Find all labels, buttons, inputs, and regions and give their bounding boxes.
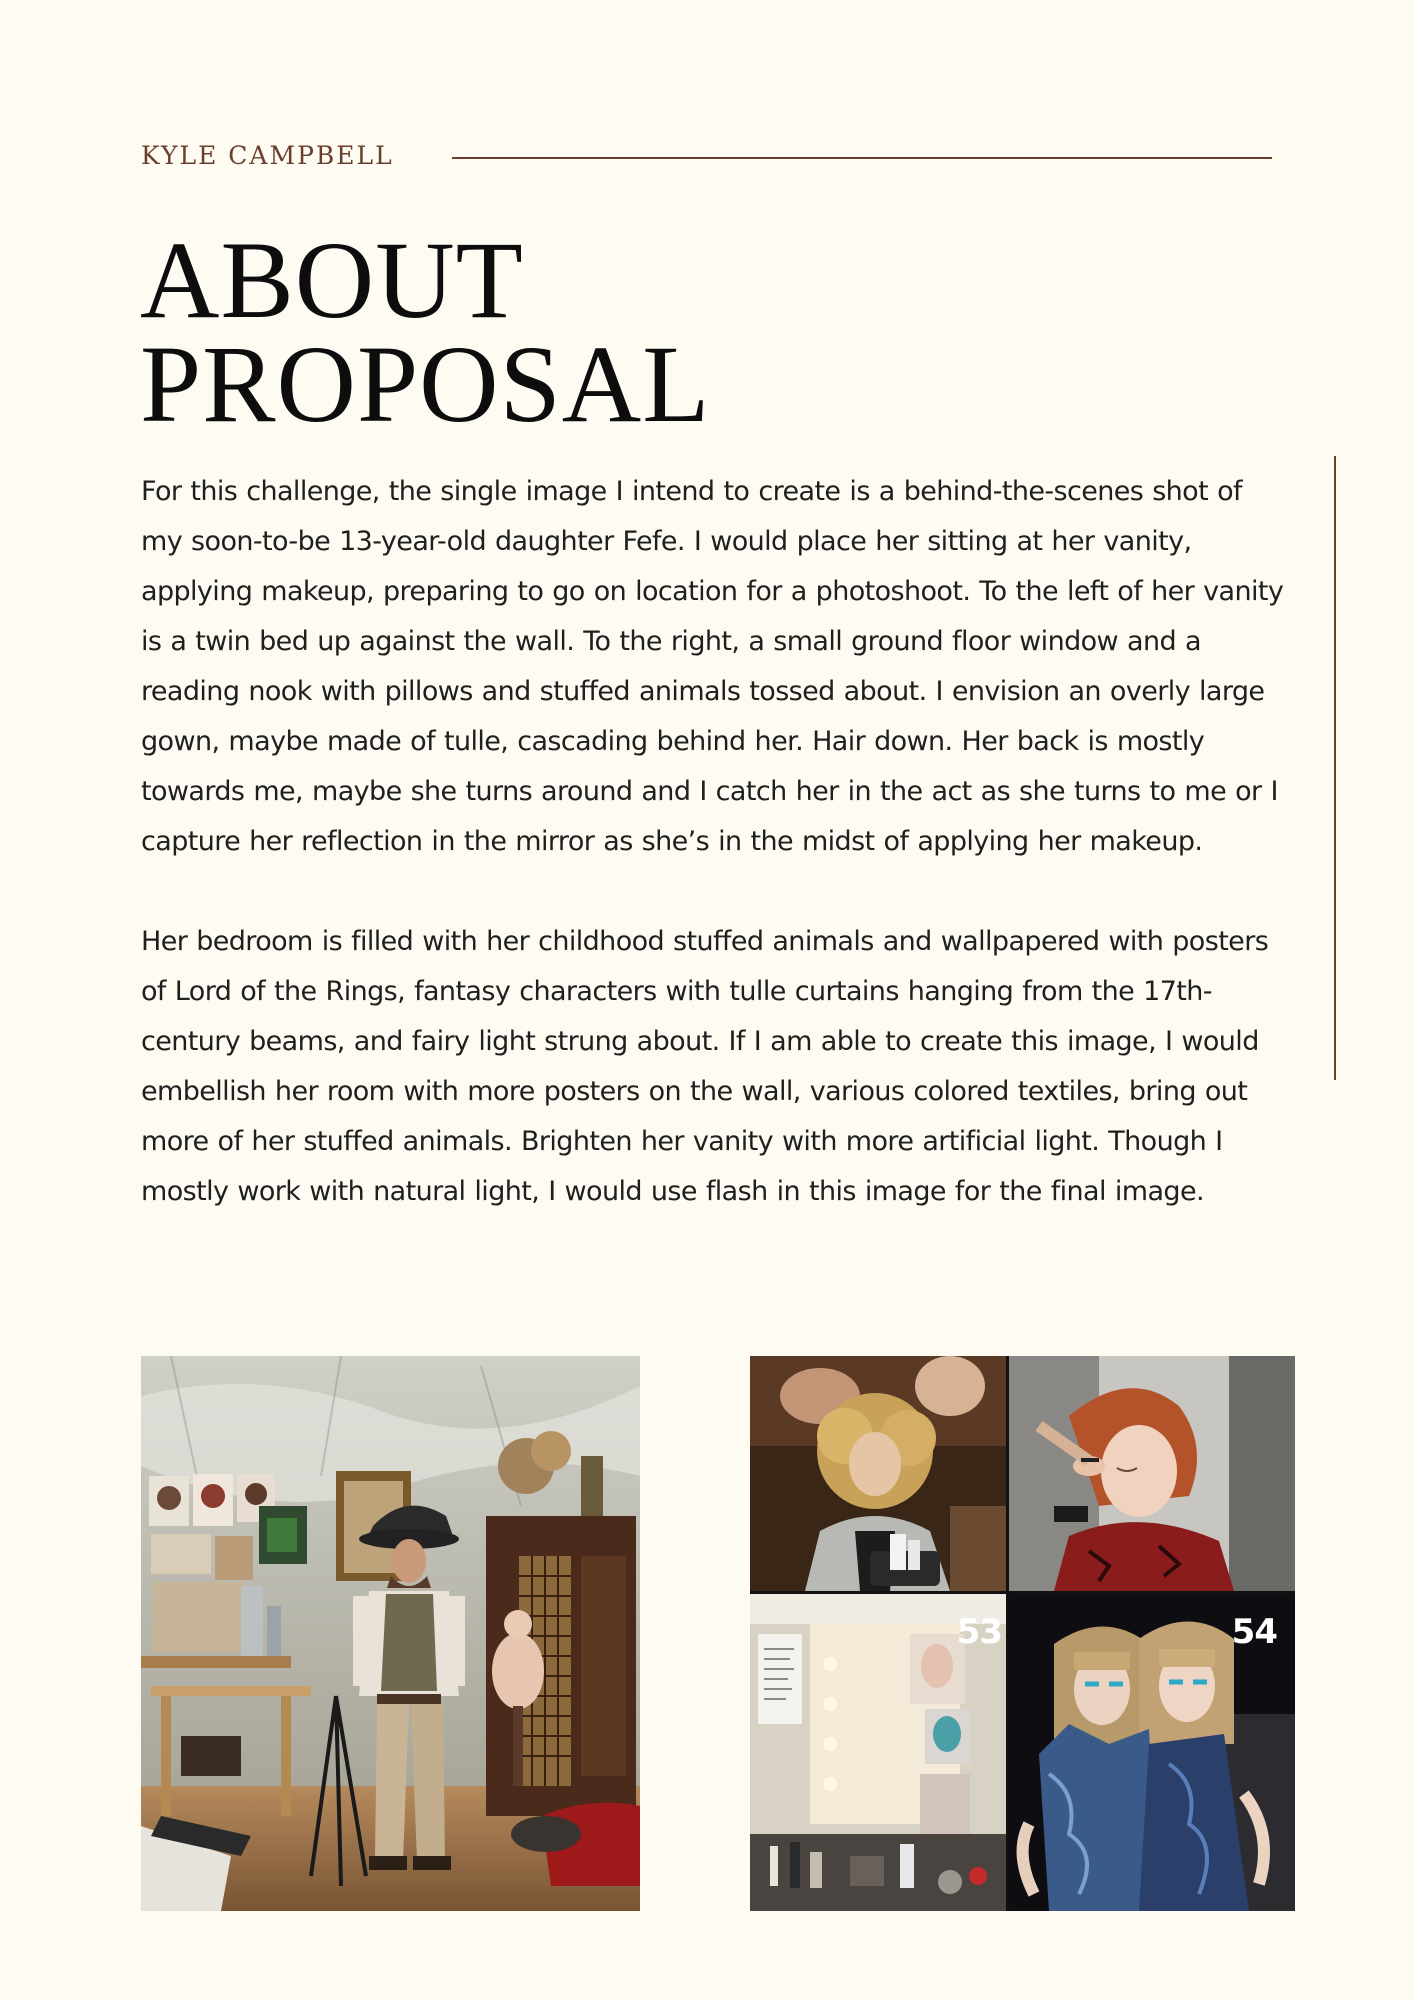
paragraph-2: Her bedroom is filled with her childhood stuffed animals and wallpapered with posters of Lord of the Rings, fantasy characters with tulle curtains hanging from the 17th-century beams, and fairy light strung about. If I am able to create this image, I would embellish her room with more posters on the wall, various colored textiles, bring out more of her stuffed animals. Brighten her vanity with more artificial light. Though I mostly work with natural light, I would use flash in this image for the final image.	[141, 926, 1269, 1207]
paragraph-1: For this challenge, the single image I intend to create is a behind-the-scenes shot of my soon-to-be 13-year-old daughter Fefe. I would place her sitting at her vanity, applying makeup, preparing to go on location for a photoshoot. To the left of her vanity is a twin bed up against the wall. To the right, a small ground floor window and a reading nook with pillows and stuffed animals tossed about. I envision an overly large gown, maybe made of tulle, cascading behind her. Hair down. Her back is mostly towards me, maybe she turns around and I catch her in the act as she turns to me or I capture her reflection in the mirror as she’s in the midst of applying her makeup.	[141, 476, 1284, 857]
page-title	[140, 219, 711, 445]
header-divider	[452, 157, 1272, 159]
proposal-body	[141, 467, 1291, 1217]
title-line-2: PROPOSAL	[140, 323, 711, 445]
collage-photo-vanity-mirror	[750, 1594, 1006, 1911]
collage-photo-makeup	[1009, 1356, 1295, 1591]
backstage-collage	[750, 1356, 1295, 1911]
studio-room-photo	[141, 1356, 640, 1911]
collage-photo-models	[1009, 1594, 1295, 1911]
photo-number-54: 54	[1231, 1612, 1277, 1652]
side-divider	[1334, 456, 1336, 1080]
collage-photo-curly-hair	[750, 1356, 1006, 1591]
photo-number-53: 53	[956, 1612, 1002, 1652]
title-line-1: ABOUT	[140, 219, 524, 341]
author-name: KYLE CAMPBELL	[141, 141, 394, 170]
